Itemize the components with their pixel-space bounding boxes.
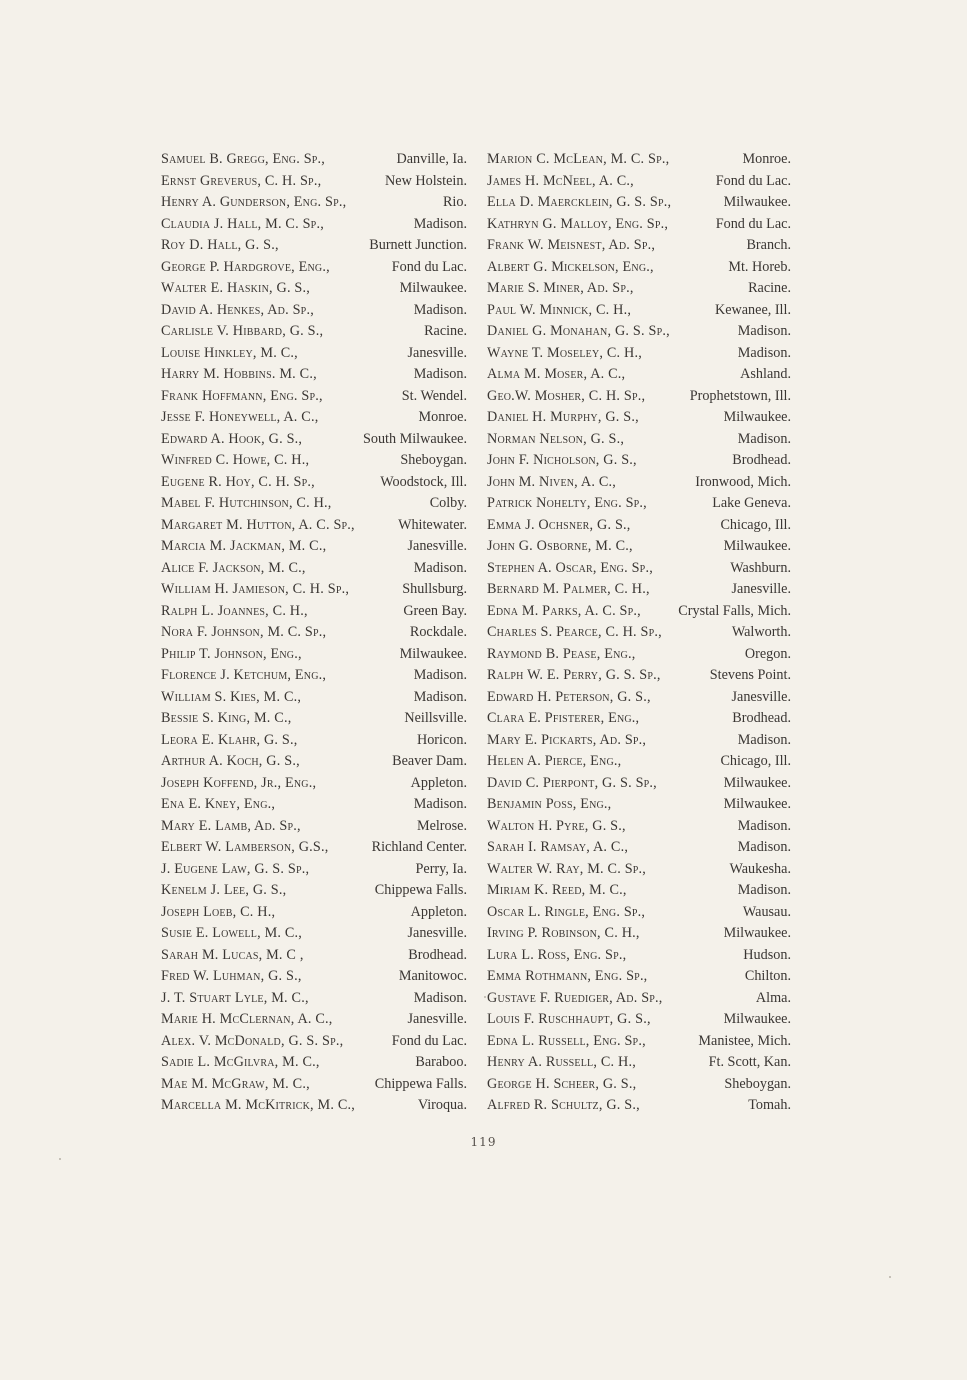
directory-entry bbox=[161, 1052, 467, 1074]
person-name: Jesse F. Honeywell, A. C., bbox=[161, 409, 319, 425]
person-name: Edward A. Hook, G. S., bbox=[161, 430, 303, 447]
person-name: Marie H. McClernan, A. C., bbox=[161, 1011, 333, 1027]
person-name: John M. Niven, A. C., bbox=[487, 473, 616, 490]
person-name: Sarah I. Ramsay, A. C., bbox=[487, 839, 629, 855]
hometown: Alma. bbox=[755, 989, 791, 1006]
directory-entry bbox=[161, 171, 467, 193]
hometown: St. Wendel. bbox=[401, 387, 467, 404]
directory-entry bbox=[161, 1095, 467, 1117]
person-name: Edward H. Peterson, G. S., bbox=[487, 688, 651, 705]
hometown: Fond du Lac. bbox=[391, 258, 467, 275]
hometown: Waukesha. bbox=[729, 860, 791, 877]
hometown: Madison. bbox=[413, 366, 467, 382]
person-name: J. Eugene Law, G. S. Sp., bbox=[161, 860, 310, 877]
directory-entry bbox=[161, 493, 467, 515]
directory-entry bbox=[487, 235, 791, 257]
hometown: Madison. bbox=[413, 667, 467, 683]
directory-entry bbox=[161, 1074, 467, 1096]
person-name: Frank W. Meisnest, Ad. Sp., bbox=[487, 237, 656, 253]
hometown: Danville, Ia. bbox=[396, 151, 467, 167]
hometown: Manitowoc. bbox=[398, 968, 467, 984]
directory-entry bbox=[487, 773, 791, 795]
directory-entry bbox=[161, 1009, 467, 1031]
directory-entry bbox=[487, 558, 791, 580]
directory-entry bbox=[161, 644, 467, 666]
hometown: Milwaukee. bbox=[723, 796, 791, 812]
directory-entry bbox=[487, 816, 791, 838]
directory-entry bbox=[487, 364, 791, 386]
person-name: William S. Kies, M. C., bbox=[161, 688, 302, 705]
hometown: Milwaukee. bbox=[399, 280, 467, 296]
person-name: Margaret M. Hutton, A. C. Sp., bbox=[161, 516, 355, 533]
person-name: Marcia M. Jackman, M. C., bbox=[161, 538, 327, 554]
directory-entry bbox=[487, 343, 791, 365]
person-name: Frank Hoffmann, Eng. Sp., bbox=[161, 387, 323, 404]
left-column bbox=[161, 149, 467, 1117]
hometown: Milwaukee. bbox=[723, 774, 791, 791]
directory-entry bbox=[161, 407, 467, 429]
hometown: Chicago, Ill. bbox=[720, 753, 791, 769]
hometown: Chilton. bbox=[744, 968, 791, 984]
person-name: Edna M. Parks, A. C. Sp., bbox=[487, 602, 641, 619]
person-name: Edna L. Russell, Eng. Sp., bbox=[487, 1032, 646, 1049]
directory-entry bbox=[161, 536, 467, 558]
directory-entry bbox=[161, 558, 467, 580]
directory-entry bbox=[161, 923, 467, 945]
directory-entry bbox=[487, 1074, 791, 1096]
person-name: David C. Pierpont, G. S. Sp., bbox=[487, 774, 657, 791]
person-name: Oscar L. Ringle, Eng. Sp., bbox=[487, 903, 646, 920]
directory-entry bbox=[161, 214, 467, 236]
directory-entry bbox=[487, 1009, 791, 1031]
person-name: Ralph L. Joannes, C. H., bbox=[161, 602, 308, 619]
hometown: Monroe. bbox=[418, 409, 467, 425]
hometown: Madison. bbox=[413, 559, 467, 576]
hometown: Chicago, Ill. bbox=[720, 516, 791, 533]
directory-entry bbox=[487, 149, 791, 171]
directory-entry bbox=[487, 171, 791, 193]
person-name: Helen A. Pierce, Eng., bbox=[487, 753, 622, 769]
directory-entry bbox=[487, 1052, 791, 1074]
directory-entry bbox=[161, 601, 467, 623]
hometown: Ashland. bbox=[740, 366, 791, 382]
person-name: Henry A. Russell, C. H., bbox=[487, 1054, 636, 1070]
hometown: Madison. bbox=[737, 344, 791, 361]
directory-entry bbox=[161, 730, 467, 752]
person-name: Walter E. Haskin, G. S., bbox=[161, 280, 311, 296]
person-name: Walter W. Ray, M. C. Sp., bbox=[487, 860, 647, 877]
directory-entry bbox=[161, 794, 467, 816]
hometown: Janesville. bbox=[407, 925, 467, 941]
hometown: Burnett Junction. bbox=[369, 237, 467, 253]
directory-entry bbox=[161, 622, 467, 644]
hometown: Madison. bbox=[737, 817, 791, 834]
directory-entry bbox=[487, 751, 791, 773]
hometown: Fond du Lac. bbox=[715, 215, 791, 232]
directory-entry bbox=[487, 644, 791, 666]
directory-entry bbox=[487, 1031, 791, 1053]
directory-entry bbox=[161, 300, 467, 322]
directory-entry bbox=[161, 192, 467, 214]
person-name: Philip T. Johnson, Eng., bbox=[161, 645, 302, 662]
hometown: Milwaukee. bbox=[723, 194, 791, 210]
hometown: Ft. Scott, Kan. bbox=[708, 1054, 791, 1070]
hometown: Neillsville. bbox=[404, 710, 467, 726]
person-name: Gustave F. Ruediger, Ad. Sp., bbox=[487, 989, 663, 1006]
person-name: Emma Rothmann, Eng. Sp., bbox=[487, 968, 648, 984]
person-name: Marie S. Miner, Ad. Sp., bbox=[487, 280, 634, 296]
hometown: Madison. bbox=[737, 839, 791, 855]
hometown: Lake Geneva. bbox=[712, 495, 791, 511]
hometown: Branch. bbox=[746, 237, 791, 253]
hometown: Richland Center. bbox=[371, 839, 467, 855]
person-name: Marion C. McLean, M. C. Sp., bbox=[487, 151, 670, 167]
person-name: Patrick Nohelty, Eng. Sp., bbox=[487, 495, 647, 511]
directory-entry bbox=[487, 278, 791, 300]
hometown: Baraboo. bbox=[415, 1054, 467, 1070]
hometown: Oregon. bbox=[744, 645, 791, 662]
page-number: 119 bbox=[470, 1135, 497, 1149]
hometown: Green Bay. bbox=[403, 602, 467, 619]
hometown: Madison. bbox=[737, 430, 791, 447]
person-name: Samuel B. Gregg, Eng. Sp., bbox=[161, 151, 326, 167]
person-name: Louise Hinkley, M. C., bbox=[161, 344, 298, 361]
hometown: Madison. bbox=[413, 301, 467, 318]
person-name: Mae M. McGraw, M. C., bbox=[161, 1075, 310, 1092]
paper-speck bbox=[889, 1276, 891, 1278]
person-name: Geo.W. Mosher, C. H. Sp., bbox=[487, 387, 646, 404]
person-name: Bernard M. Palmer, C. H., bbox=[487, 581, 650, 597]
hometown: Janesville. bbox=[731, 688, 791, 705]
directory-entry bbox=[487, 945, 791, 967]
directory-entry bbox=[161, 235, 467, 257]
directory-entry bbox=[487, 923, 791, 945]
directory-entry bbox=[161, 988, 467, 1010]
hometown: Shullsburg. bbox=[402, 581, 467, 597]
person-name: Nora F. Johnson, M. C. Sp., bbox=[161, 624, 327, 640]
directory-entry bbox=[161, 773, 467, 795]
hometown: Janesville. bbox=[407, 538, 467, 554]
directory-entry bbox=[161, 708, 467, 730]
person-name: Florence J. Ketchum, Eng., bbox=[161, 667, 327, 683]
hometown: Brodhead. bbox=[408, 946, 467, 963]
hometown: Milwaukee. bbox=[723, 409, 791, 425]
hometown: Stevens Point. bbox=[709, 667, 791, 683]
directory-entry bbox=[161, 472, 467, 494]
person-name: Alfred R. Schultz, G. S., bbox=[487, 1097, 640, 1113]
person-name: Clara E. Pfisterer, Eng., bbox=[487, 710, 640, 726]
person-name: Eugene R. Hoy, C. H. Sp., bbox=[161, 473, 315, 490]
hometown: Fond du Lac. bbox=[391, 1032, 467, 1049]
person-name: Louis F. Ruschhaupt, G. S., bbox=[487, 1011, 651, 1027]
person-name: Marcella M. McKitrick, M. C., bbox=[161, 1097, 355, 1113]
directory-entry bbox=[161, 902, 467, 924]
hometown: Crystal Falls, Mich. bbox=[678, 602, 791, 619]
directory-entry bbox=[487, 794, 791, 816]
directory-entry bbox=[161, 364, 467, 386]
hometown: Brodhead. bbox=[732, 452, 791, 468]
directory-entry bbox=[161, 880, 467, 902]
directory-entry bbox=[161, 945, 467, 967]
hometown: Madison. bbox=[413, 215, 467, 232]
hometown: Beaver Dam. bbox=[392, 753, 467, 769]
directory-entry bbox=[161, 579, 467, 601]
hometown: Sheboygan. bbox=[724, 1075, 791, 1092]
hometown: Sheboygan. bbox=[400, 452, 467, 468]
directory-entry bbox=[487, 730, 791, 752]
paper-speck bbox=[484, 996, 486, 998]
person-name: Daniel G. Monahan, G. S. Sp., bbox=[487, 323, 670, 339]
hometown: Janesville. bbox=[407, 1011, 467, 1027]
directory-entry bbox=[161, 343, 467, 365]
hometown: Madison. bbox=[413, 796, 467, 812]
person-name: Joseph Koffend, Jr., Eng., bbox=[161, 774, 317, 791]
person-name: Sarah M. Lucas, M. C , bbox=[161, 946, 304, 963]
hometown: Colby. bbox=[429, 495, 467, 511]
directory-entry bbox=[487, 515, 791, 537]
hometown: Rio. bbox=[442, 194, 467, 210]
hometown: Fond du Lac. bbox=[715, 172, 791, 189]
hometown: Milwaukee. bbox=[723, 1011, 791, 1027]
hometown: Perry, Ia. bbox=[415, 860, 467, 877]
person-name: Irving P. Robinson, C. H., bbox=[487, 925, 640, 941]
person-name: Arthur A. Koch, G. S., bbox=[161, 753, 300, 769]
directory-entry bbox=[487, 429, 791, 451]
hometown: South Milwaukee. bbox=[362, 430, 467, 447]
hometown: Monroe. bbox=[742, 151, 791, 167]
person-name: George P. Hardgrove, Eng., bbox=[161, 258, 330, 275]
hometown: Janesville. bbox=[731, 581, 791, 597]
directory-entry bbox=[487, 859, 791, 881]
directory-entry bbox=[487, 687, 791, 709]
person-name: Benjamin Poss, Eng., bbox=[487, 796, 612, 812]
directory-entry bbox=[487, 192, 791, 214]
directory-entry bbox=[161, 751, 467, 773]
person-name: Walton H. Pyre, G. S., bbox=[487, 817, 626, 834]
person-name: Roy D. Hall, G. S., bbox=[161, 237, 279, 253]
hometown: Madison. bbox=[737, 323, 791, 339]
directory-entry bbox=[487, 902, 791, 924]
directory-entry bbox=[161, 429, 467, 451]
hometown: Janesville. bbox=[407, 344, 467, 361]
hometown: Melrose. bbox=[416, 817, 467, 834]
directory-entry bbox=[487, 536, 791, 558]
hometown: Horicon. bbox=[416, 731, 467, 748]
hometown: Whitewater. bbox=[398, 516, 467, 533]
directory-entry bbox=[487, 988, 791, 1010]
hometown: Washburn. bbox=[730, 559, 791, 576]
hometown: Chippewa Falls. bbox=[374, 882, 467, 898]
person-name: Ena E. Kney, Eng., bbox=[161, 796, 276, 812]
person-name: Ernst Greverus, C. H. Sp., bbox=[161, 172, 322, 189]
hometown: Chippewa Falls. bbox=[374, 1075, 467, 1092]
person-name: Mary E. Pickarts, Ad. Sp., bbox=[487, 731, 647, 748]
person-name: Ella D. Maercklein, G. S. Sp., bbox=[487, 194, 672, 210]
directory-entry bbox=[487, 450, 791, 472]
hometown: Prophetstown, Ill. bbox=[689, 387, 791, 404]
hometown: Wausau. bbox=[742, 903, 791, 920]
person-name: Daniel H. Murphy, G. S., bbox=[487, 409, 639, 425]
person-name: Paul W. Minnick, C. H., bbox=[487, 301, 632, 318]
person-name: David A. Henkes, Ad. Sp., bbox=[161, 301, 314, 318]
directory-entry bbox=[161, 515, 467, 537]
person-name: Henry A. Gunderson, Eng. Sp., bbox=[161, 194, 347, 210]
person-name: Susie E. Lowell, M. C., bbox=[161, 925, 303, 941]
person-name: Leora E. Klahr, G. S., bbox=[161, 731, 298, 748]
directory-entry bbox=[161, 149, 467, 171]
person-name: Lura L. Ross, Eng. Sp., bbox=[487, 946, 627, 963]
directory-entry bbox=[487, 665, 791, 687]
person-name: Stephen A. Oscar, Eng. Sp., bbox=[487, 559, 653, 576]
directory-entry bbox=[161, 278, 467, 300]
hometown: Manistee, Mich. bbox=[698, 1032, 791, 1049]
directory-entry bbox=[161, 966, 467, 988]
hometown: Kewanee, Ill. bbox=[714, 301, 791, 318]
directory-entry bbox=[487, 601, 791, 623]
hometown: Walworth. bbox=[731, 624, 791, 640]
hometown: New Holstein. bbox=[385, 172, 467, 189]
directory-entry bbox=[161, 837, 467, 859]
directory-entry bbox=[161, 257, 467, 279]
hometown: Madison. bbox=[737, 731, 791, 748]
person-name: Norman Nelson, G. S., bbox=[487, 430, 625, 447]
person-name: Bessie S. King, M. C., bbox=[161, 710, 292, 726]
directory-entry bbox=[487, 321, 791, 343]
person-name: Alex. V. McDonald, G. S. Sp., bbox=[161, 1032, 344, 1049]
directory-entry bbox=[161, 450, 467, 472]
person-name: William H. Jamieson, C. H. Sp., bbox=[161, 581, 350, 597]
hometown: Milwaukee. bbox=[723, 925, 791, 941]
hometown: Madison. bbox=[737, 882, 791, 898]
person-name: John G. Osborne, M. C., bbox=[487, 538, 633, 554]
directory-entry bbox=[487, 837, 791, 859]
hometown: Woodstock, Ill. bbox=[380, 473, 467, 490]
person-name: Emma J. Ochsner, G. S., bbox=[487, 516, 631, 533]
directory-entry bbox=[487, 214, 791, 236]
hometown: Appleton. bbox=[410, 774, 467, 791]
directory-entry bbox=[487, 472, 791, 494]
directory-entry bbox=[161, 665, 467, 687]
hometown: Madison. bbox=[413, 688, 467, 705]
directory-entry bbox=[487, 257, 791, 279]
person-name: Alice F. Jackson, M. C., bbox=[161, 559, 306, 576]
hometown: Ironwood, Mich. bbox=[695, 473, 791, 490]
person-name: Fred W. Luhman, G. S., bbox=[161, 968, 302, 984]
hometown: Mt. Horeb. bbox=[728, 258, 791, 275]
person-name: John F. Nicholson, G. S., bbox=[487, 452, 637, 468]
person-name: Carlisle V. Hibbard, G. S., bbox=[161, 323, 324, 339]
person-name: Miriam K. Reed, M. C., bbox=[487, 882, 627, 898]
person-name: Albert G. Mickelson, Eng., bbox=[487, 258, 654, 275]
person-name: Mabel F. Hutchinson, C. H., bbox=[161, 495, 332, 511]
person-name: Alma M. Moser, A. C., bbox=[487, 366, 626, 382]
person-name: J. T. Stuart Lyle, M. C., bbox=[161, 989, 309, 1006]
hometown: Viroqua. bbox=[417, 1097, 467, 1113]
hometown: Milwaukee. bbox=[723, 538, 791, 554]
hometown: Milwaukee. bbox=[399, 645, 467, 662]
person-name: Elbert W. Lamberson, G.S., bbox=[161, 839, 329, 855]
person-name: Mary E. Lamb, Ad. Sp., bbox=[161, 817, 301, 834]
directory-entry bbox=[161, 386, 467, 408]
directory-entry bbox=[487, 407, 791, 429]
person-name: Joseph Loeb, C. H., bbox=[161, 903, 276, 920]
directory-entry bbox=[487, 493, 791, 515]
person-name: Wayne T. Moseley, C. H., bbox=[487, 344, 642, 361]
directory-entry bbox=[487, 966, 791, 988]
directory-entry bbox=[487, 880, 791, 902]
hometown: Brodhead. bbox=[732, 710, 791, 726]
person-name: James H. McNeel, A. C., bbox=[487, 172, 634, 189]
directory-entry bbox=[487, 622, 791, 644]
directory-entry bbox=[487, 386, 791, 408]
hometown: Racine. bbox=[748, 280, 791, 296]
directory-entry bbox=[161, 687, 467, 709]
hometown: Madison. bbox=[413, 989, 467, 1006]
person-name: Ralph W. E. Perry, G. S. Sp., bbox=[487, 667, 661, 683]
person-name: George H. Scheer, G. S., bbox=[487, 1075, 637, 1092]
person-name: Claudia J. Hall, M. C. Sp., bbox=[161, 215, 324, 232]
directory-entry bbox=[487, 708, 791, 730]
hometown: Appleton. bbox=[410, 903, 467, 920]
paper-speck bbox=[59, 1158, 61, 1160]
person-name: Sadie L. McGilvra, M. C., bbox=[161, 1054, 320, 1070]
directory-entry bbox=[161, 859, 467, 881]
person-name: Raymond B. Pease, Eng., bbox=[487, 645, 636, 662]
person-name: Winfred C. Howe, C. H., bbox=[161, 452, 310, 468]
hometown: Rockdale. bbox=[409, 624, 467, 640]
person-name: Kenelm J. Lee, G. S., bbox=[161, 882, 287, 898]
hometown: Tomah. bbox=[748, 1097, 791, 1113]
directory-entry bbox=[487, 1095, 791, 1117]
person-name: Kathryn G. Malloy, Eng. Sp., bbox=[487, 215, 669, 232]
person-name: Harry M. Hobbins. M. C., bbox=[161, 366, 317, 382]
directory-entry bbox=[487, 300, 791, 322]
hometown: Racine. bbox=[424, 323, 467, 339]
directory-entry bbox=[161, 1031, 467, 1053]
person-name: Charles S. Pearce, C. H. Sp., bbox=[487, 624, 662, 640]
directory-entry bbox=[161, 816, 467, 838]
right-column bbox=[487, 149, 791, 1117]
hometown: Hudson. bbox=[743, 946, 791, 963]
directory-entry bbox=[487, 579, 791, 601]
directory-entry bbox=[161, 321, 467, 343]
